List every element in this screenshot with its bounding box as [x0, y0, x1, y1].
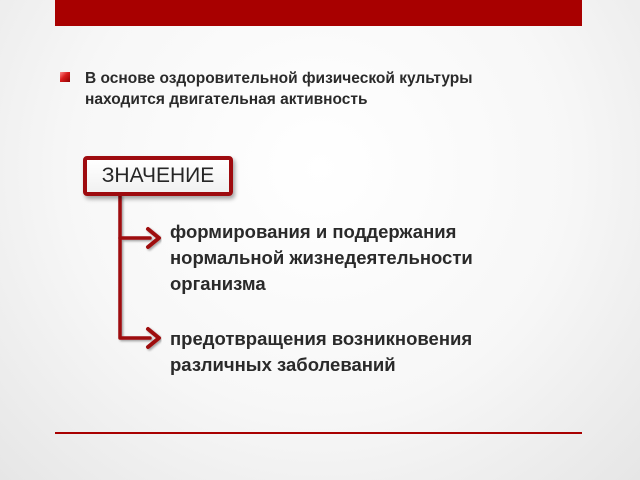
- bottom-divider: [55, 432, 582, 434]
- list-item: [170, 219, 570, 297]
- title-box: [83, 156, 233, 196]
- intro-text-line: В основе оздоровительной физической культуры: [85, 70, 473, 87]
- list-item-line: предотвращения возникновения: [170, 328, 473, 349]
- list-item-line: организма: [170, 273, 266, 294]
- list-item: [170, 326, 570, 378]
- diagram-title: ЗНАЧЕНИЕ: [101, 164, 215, 187]
- intro-text-line: находится двигательная активность: [85, 91, 368, 108]
- vertical-connector-line: [120, 196, 150, 338]
- list-item-line: различных заболеваний: [170, 354, 396, 375]
- list-item-line: формирования и поддержания: [170, 221, 457, 242]
- list-item-line: нормальной жизнедеятельности: [170, 247, 473, 268]
